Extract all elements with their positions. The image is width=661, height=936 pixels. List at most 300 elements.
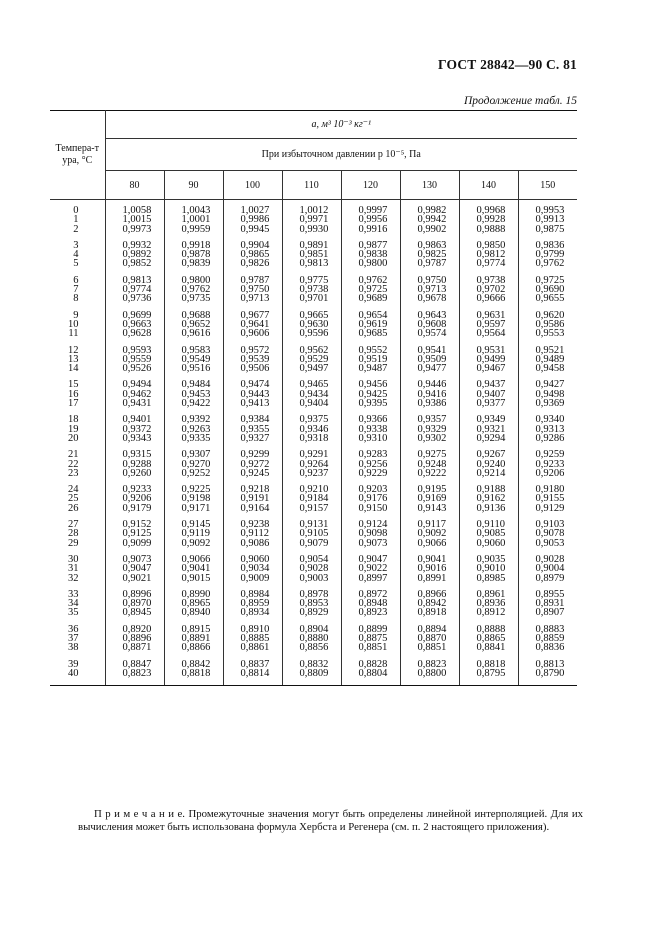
value-cell: 0,8866 xyxy=(164,643,223,652)
value-cell: 0,9446 xyxy=(400,373,459,389)
pressure-column-header: 110 xyxy=(282,171,341,200)
value-cell: 0,9125 xyxy=(105,529,164,538)
value-cell: 0,9875 xyxy=(518,225,577,234)
value-cell: 0,9275 xyxy=(400,443,459,459)
temperature-cell: 33 xyxy=(68,588,79,600)
value-cell: 0,9456 xyxy=(341,373,400,389)
temperature-cell: 7 xyxy=(73,284,79,296)
value-cell: 0,9233 xyxy=(105,478,164,494)
value-cell: 0,8991 xyxy=(400,574,459,583)
value-cell: 0,8990 xyxy=(164,583,223,599)
value-cell: 0,9338 xyxy=(341,425,400,434)
value-cell: 0,9559 xyxy=(105,355,164,364)
value-cell: 0,8997 xyxy=(341,574,400,583)
table-row xyxy=(50,434,577,443)
value-cell: 0,8888 xyxy=(459,618,518,634)
value-cell: 0,9521 xyxy=(518,339,577,355)
value-cell: 0,9085 xyxy=(459,529,518,538)
value-cell: 0,8899 xyxy=(341,618,400,634)
value-cell: 0,9315 xyxy=(105,443,164,459)
temperature-cell: 10 xyxy=(68,318,79,330)
value-cell: 0,9171 xyxy=(164,504,223,513)
value-cell: 0,8841 xyxy=(459,643,518,652)
value-cell: 0,9497 xyxy=(282,364,341,373)
table-row xyxy=(50,653,577,669)
value-cell: 0,9407 xyxy=(459,390,518,399)
value-cell: 0,9813 xyxy=(105,269,164,285)
value-cell: 0,9340 xyxy=(518,408,577,424)
value-cell: 0,9270 xyxy=(164,460,223,469)
value-cell: 0,9248 xyxy=(400,460,459,469)
note-label: П р и м е ч а н и е. xyxy=(94,808,185,820)
value-cell: 0,9073 xyxy=(341,539,400,548)
value-cell: 0,9413 xyxy=(223,399,282,408)
value-cell: 0,9932 xyxy=(105,234,164,250)
table-row xyxy=(50,399,577,408)
value-cell: 0,8931 xyxy=(518,599,577,608)
value-cell: 0,9047 xyxy=(105,564,164,573)
temperature-cell: 5 xyxy=(73,258,79,270)
value-cell: 0,9519 xyxy=(341,355,400,364)
value-cell: 0,9119 xyxy=(164,529,223,538)
value-cell: 0,9136 xyxy=(459,504,518,513)
value-cell: 0,9878 xyxy=(164,250,223,259)
temperature-cell: 18 xyxy=(68,414,79,426)
value-cell: 0,8837 xyxy=(223,653,282,669)
value-cell: 0,9606 xyxy=(223,329,282,338)
value-cell: 0,8910 xyxy=(223,618,282,634)
value-cell: 0,9294 xyxy=(459,434,518,443)
value-cell: 0,9047 xyxy=(341,548,400,564)
value-cell: 0,9608 xyxy=(400,320,459,329)
value-cell: 0,9355 xyxy=(223,425,282,434)
value-cell: 0,9453 xyxy=(164,390,223,399)
value-cell: 0,9643 xyxy=(400,304,459,320)
value-cell: 0,9145 xyxy=(164,513,223,529)
value-cell: 0,9799 xyxy=(518,250,577,259)
value-cell: 0,9229 xyxy=(341,469,400,478)
value-cell: 0,9677 xyxy=(223,304,282,320)
pressure-column-header: 130 xyxy=(400,171,459,200)
value-cell: 0,9252 xyxy=(164,469,223,478)
value-cell: 0,9509 xyxy=(400,355,459,364)
value-cell: 0,9596 xyxy=(282,329,341,338)
value-cell: 0,9762 xyxy=(341,269,400,285)
value-cell: 0,9272 xyxy=(223,460,282,469)
value-cell: 0,9553 xyxy=(518,329,577,338)
value-cell: 0,8942 xyxy=(400,599,459,608)
value-cell: 0,8907 xyxy=(518,608,577,617)
value-cell: 0,9179 xyxy=(105,504,164,513)
value-cell: 0,9245 xyxy=(223,469,282,478)
temperature-cell: 3 xyxy=(73,239,79,251)
value-cell: 0,8818 xyxy=(164,669,223,686)
temperature-cell: 1 xyxy=(73,214,79,226)
value-cell: 0,9335 xyxy=(164,434,223,443)
temperature-cell: 20 xyxy=(68,432,79,444)
value-cell: 0,9641 xyxy=(223,320,282,329)
table-note xyxy=(78,808,583,834)
value-cell: 0,9506 xyxy=(223,364,282,373)
value-cell: 0,9021 xyxy=(105,574,164,583)
value-cell: 0,9688 xyxy=(164,304,223,320)
value-cell: 0,8934 xyxy=(223,608,282,617)
table-row xyxy=(50,574,577,583)
value-cell: 0,9034 xyxy=(223,564,282,573)
value-cell: 0,9916 xyxy=(341,225,400,234)
value-cell: 0,9750 xyxy=(223,285,282,294)
value-cell: 0,8945 xyxy=(105,608,164,617)
value-cell: 0,8861 xyxy=(223,643,282,652)
value-cell: 0,9267 xyxy=(459,443,518,459)
table-row xyxy=(50,548,577,564)
value-cell: 0,9685 xyxy=(341,329,400,338)
value-cell: 0,8809 xyxy=(282,669,341,686)
temperature-cell: 8 xyxy=(73,293,79,305)
temperature-cell: 34 xyxy=(68,598,79,610)
value-cell: 0,9092 xyxy=(164,539,223,548)
temperature-cell: 4 xyxy=(73,249,79,261)
value-cell: 0,9562 xyxy=(282,339,341,355)
value-cell: 0,9310 xyxy=(341,434,400,443)
value-cell: 0,9484 xyxy=(164,373,223,389)
pressure-column-header: 80 xyxy=(105,171,164,200)
value-cell: 0,9631 xyxy=(459,304,518,320)
value-cell: 0,9086 xyxy=(223,539,282,548)
pressure-column-header: 150 xyxy=(518,171,577,200)
value-cell: 0,9541 xyxy=(400,339,459,355)
value-cell: 0,9774 xyxy=(105,285,164,294)
value-cell: 0,9203 xyxy=(341,478,400,494)
value-cell: 0,9283 xyxy=(341,443,400,459)
value-cell: 0,8880 xyxy=(282,634,341,643)
value-cell: 0,9572 xyxy=(223,339,282,355)
value-cell: 0,9892 xyxy=(105,250,164,259)
temperature-cell: 6 xyxy=(73,274,79,286)
value-cell: 0,9738 xyxy=(459,269,518,285)
value-cell: 0,9434 xyxy=(282,390,341,399)
value-cell: 0,9971 xyxy=(282,215,341,224)
value-cell: 0,9982 xyxy=(400,200,459,216)
value-cell: 0,9066 xyxy=(164,548,223,564)
temperature-cell: 40 xyxy=(50,669,105,686)
value-cell: 0,9531 xyxy=(459,339,518,355)
value-cell: 1,0015 xyxy=(105,215,164,224)
temperature-cell: 37 xyxy=(68,632,79,644)
value-cell: 0,9015 xyxy=(164,574,223,583)
value-cell: 0,9628 xyxy=(105,329,164,338)
value-cell: 0,9073 xyxy=(105,548,164,564)
value-cell: 0,9593 xyxy=(105,339,164,355)
temperature-cell: 2 xyxy=(73,223,79,235)
value-cell: 0,9143 xyxy=(400,504,459,513)
table-row xyxy=(50,304,577,320)
value-cell: 0,9313 xyxy=(518,425,577,434)
value-cell: 1,0001 xyxy=(164,215,223,224)
value-cell: 0,9630 xyxy=(282,320,341,329)
value-cell: 0,9891 xyxy=(282,234,341,250)
value-cell: 0,9725 xyxy=(341,285,400,294)
value-cell: 0,9665 xyxy=(282,304,341,320)
value-cell: 0,9787 xyxy=(223,269,282,285)
value-cell: 0,9959 xyxy=(164,225,223,234)
value-cell: 0,9863 xyxy=(400,234,459,250)
value-cell: 0,9386 xyxy=(400,399,459,408)
value-cell: 0,9299 xyxy=(223,443,282,459)
temperature-cell: 15 xyxy=(68,379,79,391)
value-cell: 0,9655 xyxy=(518,294,577,303)
value-cell: 0,9586 xyxy=(518,320,577,329)
value-cell: 0,9477 xyxy=(400,364,459,373)
value-cell: 0,9392 xyxy=(164,408,223,424)
value-cell: 0,9105 xyxy=(282,529,341,538)
value-cell: 0,9666 xyxy=(459,294,518,303)
value-cell: 0,9321 xyxy=(459,425,518,434)
value-cell: 0,9264 xyxy=(282,460,341,469)
temperature-cell: 14 xyxy=(68,363,79,375)
table-row xyxy=(50,269,577,285)
value-cell: 0,9945 xyxy=(223,225,282,234)
value-cell: 0,9150 xyxy=(341,504,400,513)
value-cell: 0,9054 xyxy=(282,548,341,564)
value-cell: 0,9404 xyxy=(282,399,341,408)
temperature-column-header xyxy=(50,111,105,200)
value-cell: 0,9302 xyxy=(400,434,459,443)
table-row xyxy=(50,329,577,338)
value-cell: 0,9813 xyxy=(282,259,341,268)
value-cell: 0,9169 xyxy=(400,494,459,503)
value-cell: 0,9736 xyxy=(105,294,164,303)
value-cell: 0,9986 xyxy=(223,215,282,224)
value-cell: 0,8948 xyxy=(341,599,400,608)
temperature-cell: 9 xyxy=(73,309,79,321)
value-cell: 0,9129 xyxy=(518,504,577,513)
value-cell: 0,9103 xyxy=(518,513,577,529)
value-cell: 0,9214 xyxy=(459,469,518,478)
value-cell: 0,9465 xyxy=(282,373,341,389)
value-cell: 0,8896 xyxy=(105,634,164,643)
data-table xyxy=(50,110,577,686)
temperature-cell: 19 xyxy=(68,423,79,435)
temperature-cell: 28 xyxy=(68,528,79,540)
value-cell: 0,9377 xyxy=(459,399,518,408)
value-cell: 0,9099 xyxy=(105,539,164,548)
value-cell: 0,9913 xyxy=(518,215,577,224)
value-cell: 0,9343 xyxy=(105,434,164,443)
temperature-cell: 27 xyxy=(68,519,79,531)
value-cell: 0,8953 xyxy=(282,599,341,608)
value-cell: 0,9092 xyxy=(400,529,459,538)
value-cell: 0,9574 xyxy=(400,329,459,338)
value-cell: 0,9699 xyxy=(105,304,164,320)
table-row xyxy=(50,608,577,617)
value-cell: 0,8923 xyxy=(341,608,400,617)
value-cell: 0,9218 xyxy=(223,478,282,494)
value-cell: 0,9738 xyxy=(282,285,341,294)
temperature-cell: 22 xyxy=(68,458,79,470)
value-cell: 0,9288 xyxy=(105,460,164,469)
value-cell: 0,9494 xyxy=(105,373,164,389)
value-cell: 0,9422 xyxy=(164,399,223,408)
value-cell: 0,8891 xyxy=(164,634,223,643)
table-row xyxy=(50,339,577,355)
value-cell: 0,9725 xyxy=(518,269,577,285)
value-cell: 0,9112 xyxy=(223,529,282,538)
value-cell: 0,9188 xyxy=(459,478,518,494)
value-cell: 0,9416 xyxy=(400,390,459,399)
value-cell: 0,9968 xyxy=(459,200,518,216)
value-cell: 0,8842 xyxy=(164,653,223,669)
value-cell: 0,9384 xyxy=(223,408,282,424)
value-cell: 0,9022 xyxy=(341,564,400,573)
value-cell: 0,9028 xyxy=(282,564,341,573)
temperature-cell: 23 xyxy=(68,467,79,479)
value-cell: 0,9198 xyxy=(164,494,223,503)
value-cell: 0,9041 xyxy=(400,548,459,564)
value-cell: 0,9713 xyxy=(223,294,282,303)
table-row xyxy=(50,618,577,634)
value-cell: 0,8978 xyxy=(282,583,341,599)
value-cell: 0,8885 xyxy=(223,634,282,643)
value-cell: 0,8832 xyxy=(282,653,341,669)
table-row xyxy=(50,373,577,389)
value-cell: 0,9195 xyxy=(400,478,459,494)
value-cell: 0,8985 xyxy=(459,574,518,583)
value-cell: 0,9826 xyxy=(223,259,282,268)
value-cell: 0,9499 xyxy=(459,355,518,364)
table-row xyxy=(50,513,577,529)
value-cell: 0,8979 xyxy=(518,574,577,583)
table-row xyxy=(50,583,577,599)
value-cell: 0,9152 xyxy=(105,513,164,529)
table-row xyxy=(50,643,577,652)
value-cell: 0,8915 xyxy=(164,618,223,634)
value-cell: 0,9395 xyxy=(341,399,400,408)
temperature-cell: 29 xyxy=(68,537,79,549)
value-cell: 0,9366 xyxy=(341,408,400,424)
value-cell: 0,9620 xyxy=(518,304,577,320)
value-cell: 0,9850 xyxy=(459,234,518,250)
value-cell: 0,9597 xyxy=(459,320,518,329)
value-cell: 0,9369 xyxy=(518,399,577,408)
value-cell: 0,9357 xyxy=(400,408,459,424)
temperature-cell: 39 xyxy=(68,658,79,670)
value-cell: 0,9930 xyxy=(282,225,341,234)
value-cell: 0,9462 xyxy=(105,390,164,399)
value-cell: 0,8800 xyxy=(400,669,459,686)
value-cell: 0,9427 xyxy=(518,373,577,389)
value-cell: 0,9619 xyxy=(341,320,400,329)
table-row xyxy=(50,504,577,513)
value-cell: 0,9825 xyxy=(400,250,459,259)
value-cell: 0,8965 xyxy=(164,599,223,608)
value-cell: 0,9206 xyxy=(105,494,164,503)
value-cell: 0,9865 xyxy=(223,250,282,259)
value-cell: 0,9307 xyxy=(164,443,223,459)
value-cell: 0,9888 xyxy=(459,225,518,234)
value-cell: 0,9443 xyxy=(223,390,282,399)
value-cell: 0,9663 xyxy=(105,320,164,329)
note-text: Промежуточные значения могут быть определены линейной интерполяцией. Для их вычисления может быть использована формула Хербста и Регенера (см. п. 2 настоящего приложения). xyxy=(78,808,584,833)
value-cell: 0,8828 xyxy=(341,653,400,669)
table-continuation-label: Продолжение табл. 15 xyxy=(464,95,577,107)
value-cell: 0,9372 xyxy=(105,425,164,434)
value-cell: 0,9263 xyxy=(164,425,223,434)
value-cell: 0,9437 xyxy=(459,373,518,389)
value-cell: 0,9552 xyxy=(341,339,400,355)
value-cell: 0,8865 xyxy=(459,634,518,643)
value-cell: 0,9774 xyxy=(459,259,518,268)
value-cell: 0,8813 xyxy=(518,653,577,669)
value-cell: 0,9678 xyxy=(400,294,459,303)
value-cell: 0,9654 xyxy=(341,304,400,320)
value-cell: 0,8851 xyxy=(400,643,459,652)
value-cell: 0,8961 xyxy=(459,583,518,599)
table-row xyxy=(50,234,577,250)
value-cell: 0,9489 xyxy=(518,355,577,364)
value-cell: 0,9010 xyxy=(459,564,518,573)
value-cell: 0,9583 xyxy=(164,339,223,355)
value-cell: 0,9775 xyxy=(282,269,341,285)
value-cell: 0,8912 xyxy=(459,608,518,617)
value-cell: 0,8936 xyxy=(459,599,518,608)
value-cell: 0,9206 xyxy=(518,469,577,478)
value-cell: 0,9016 xyxy=(400,564,459,573)
value-cell: 0,8918 xyxy=(400,608,459,617)
value-cell: 0,8870 xyxy=(400,634,459,643)
temperature-cell: 16 xyxy=(68,388,79,400)
value-cell: 0,8851 xyxy=(341,643,400,652)
value-cell: 0,9839 xyxy=(164,259,223,268)
value-cell: 0,9286 xyxy=(518,434,577,443)
value-cell: 0,9750 xyxy=(400,269,459,285)
value-cell: 0,8894 xyxy=(400,618,459,634)
temperature-cell: 11 xyxy=(68,328,79,340)
temperature-cell: 36 xyxy=(68,623,79,635)
value-cell: 0,9184 xyxy=(282,494,341,503)
value-cell: 0,8984 xyxy=(223,583,282,599)
value-cell: 0,9079 xyxy=(282,539,341,548)
value-cell: 0,9155 xyxy=(518,494,577,503)
temperature-cell: 17 xyxy=(68,398,79,410)
pressure-column-header: 140 xyxy=(459,171,518,200)
quantity-header xyxy=(105,111,577,139)
value-cell: 0,9526 xyxy=(105,364,164,373)
value-cell: 0,9516 xyxy=(164,364,223,373)
value-cell: 0,9259 xyxy=(518,443,577,459)
value-cell: 0,9564 xyxy=(459,329,518,338)
value-cell: 0,9256 xyxy=(341,460,400,469)
quantity-header-text: a, м³ 10⁻³ кг⁻¹ xyxy=(311,119,372,130)
value-cell: 0,9652 xyxy=(164,320,223,329)
value-cell: 0,9098 xyxy=(341,529,400,538)
value-cell: 0,8929 xyxy=(282,608,341,617)
value-cell: 0,9689 xyxy=(341,294,400,303)
value-cell: 0,9329 xyxy=(400,425,459,434)
value-cell: 0,9003 xyxy=(282,574,341,583)
value-cell: 0,9458 xyxy=(518,364,577,373)
table-row xyxy=(50,669,577,686)
value-cell: 0,9176 xyxy=(341,494,400,503)
temperature-cell: 31 xyxy=(68,563,79,575)
value-cell: 0,9162 xyxy=(459,494,518,503)
document-reference: ГОСТ 28842—90 С. 81 xyxy=(438,57,577,72)
value-cell: 0,9953 xyxy=(518,200,577,216)
value-cell: 0,8804 xyxy=(341,669,400,686)
value-cell: 0,9690 xyxy=(518,285,577,294)
value-cell: 0,8972 xyxy=(341,583,400,599)
value-cell: 0,9131 xyxy=(282,513,341,529)
